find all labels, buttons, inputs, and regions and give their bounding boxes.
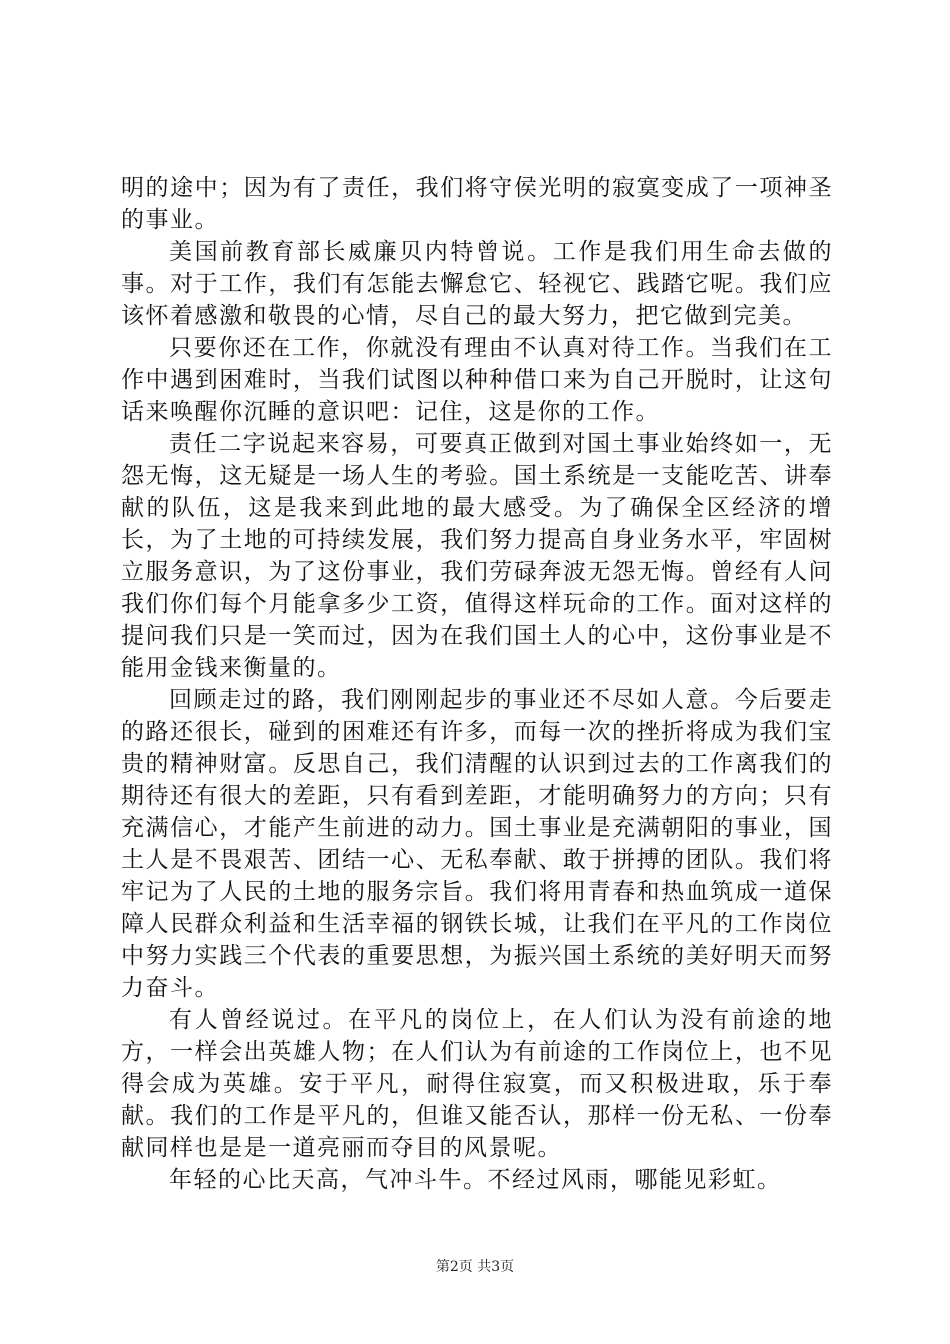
paragraph: 年轻的心比天高，气冲斗牛。不经过风雨，哪能见彩虹。: [169, 1167, 782, 1193]
paragraph: 只要你还在工作，你就没有理由不认真对待工作。当我们在工作中遇到困难时，当我们试图以种种借口来为自己开脱时，让这句话来唤醒你沉睡的意识吧：记住，这是你的工作。: [121, 335, 833, 425]
paragraph: 责任二字说起来容易，可要真正做到对国土事业始终如一，无怨无悔，这无疑是一场人生的考验。国土系统是一支能吃苦、讲奉献的队伍，这是我来到此地的最大感受。为了确保全区经济的增长，为了土地的可持续发展，我们努力提高自身业务水平，牢固树立服务意识，为了这份事业，我们劳碌奔波无怨无悔。曾经有人问我们你们每个月能拿多少工资，值得这样玩命的工作。面对这样的提问我们只是一笑而过，因为在我们国土人的心中，这份事业是不能用金钱来衡量的。: [121, 431, 833, 681]
paragraph: 美国前教育部长威廉贝内特曾说。工作是我们用生命去做的事。对于工作，我们有怎能去懈怠它、轻视它、践踏它呢。我们应该怀着感激和敬畏的心情，尽自己的最大努力，把它做到完美。: [121, 239, 833, 329]
document-body: [121, 172, 833, 1196]
paragraph: 有人曾经说过。在平凡的岗位上，在人们认为没有前途的地方，一样会出英雄人物；在人们认为有前途的工作岗位上，也不见得会成为英雄。安于平凡，耐得住寂寞，而又积极进取，乐于奉献。我们的工作是平凡的，但谁又能否认，那样一份无私、一份奉献同样也是是一道亮丽而夺目的风景呢。: [121, 1007, 833, 1161]
page-number-footer: 第2页 共3页: [435, 1259, 515, 1275]
paragraph: 明的途中；因为有了责任，我们将守侯光明的寂寞变成了一项神圣的事业。: [121, 175, 833, 233]
paragraph: 回顾走过的路，我们刚刚起步的事业还不尽如人意。今后要走的路还很长，碰到的困难还有许多，而每一次的挫折将成为我们宝贵的精神财富。反思自己，我们清醒的认识到过去的工作离我们的期待还有很大的差距，只有看到差距，才能明确努力的方向；只有充满信心，才能产生前进的动力。国土事业是充满朝阳的事业，国土人是不畏艰苦、团结一心、无私奉献、敢于拼搏的团队。我们将牢记为了人民的土地的服务宗旨。我们将用青春和热血筑成一道保障人民群众利益和生活幸福的钢铁长城，让我们在平凡的工作岗位中努力实践三个代表的重要思想，为振兴国土系统的美好明天而努力奋斗。: [121, 687, 833, 1001]
